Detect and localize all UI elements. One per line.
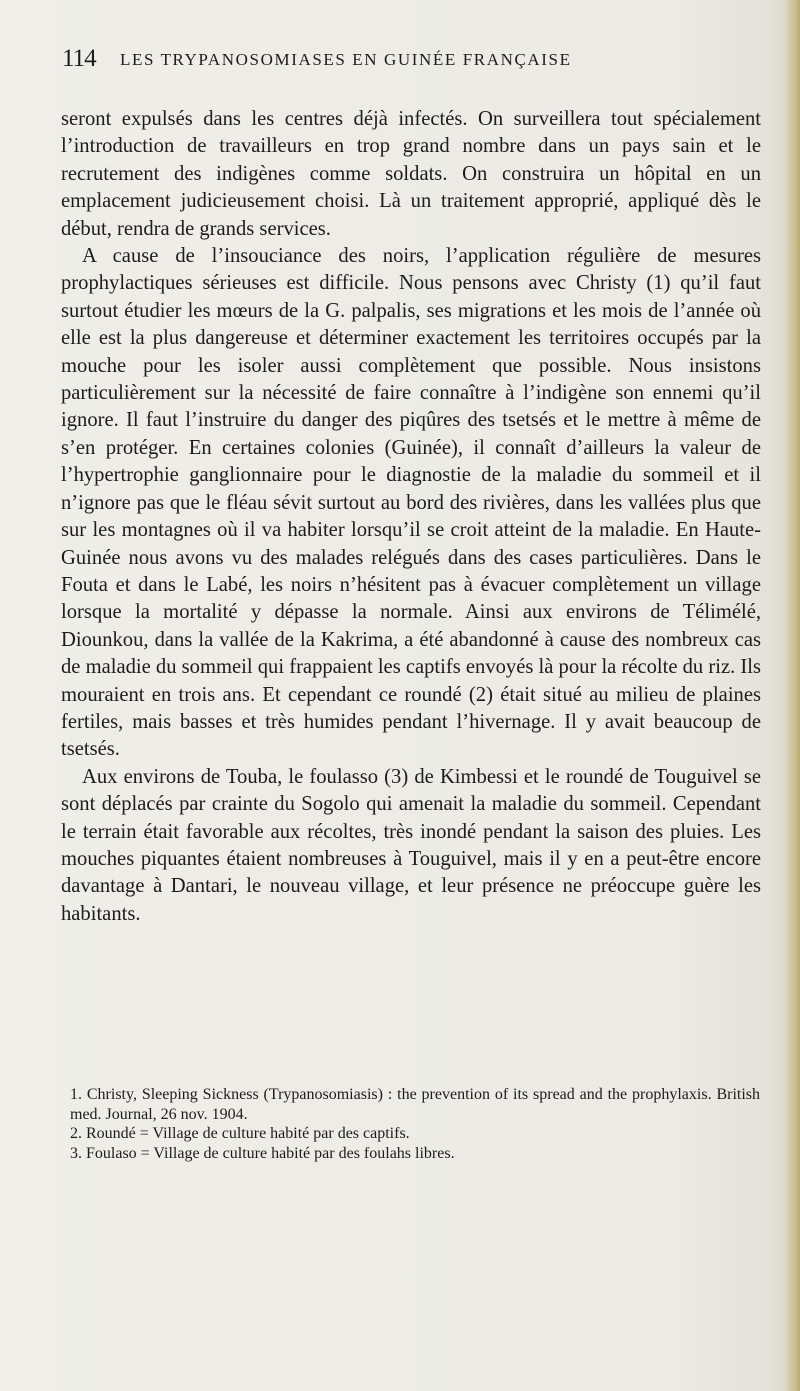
paragraph: Aux environs de Touba, le foulasso (3) de Kimbessi et le roundé de Touguivel se sont déplacés par crainte du Sogolo qui amenait la maladie du sommeil. Cependant le terrain était favorable aux récoltes, très inondé pendant la saison des pluies. Les mouches piquantes étaient nombreuses à Touguivel, mais il y en a peut-être encore davantage à Dantari, le nouveau village, et leur présence ne préoccupe guère les habitants. — [61, 765, 761, 925]
paragraph: A cause de l’insouciance des noirs, l’application régulière de mesures prophylactiques sérieuses est difficile. Nous pensons avec Christy (1) qu’il faut surtout étudier les mœurs de la G. palpalis, ses migrations et les mois de l’année où elle est la plus dangereuse et déterminer exactement les territoires occupés par la mouche pour les isoler aussi complètement que possible. Nous insistons particulièrement sur la nécessité de faire connaître à l’indigène son ennemi qu’il ignore. Il faut l’instruire du danger des piqûres des tsetsés et le mettre à même de s’en protéger. En certaines colonies (Guinée), il connaît d’ailleurs la valeur de l’hypertrophie ganglionnaire pour le diagnostie de la maladie du sommeil et il n’ignore pas que le fléau sévit surtout au bord des rivières, dans les vallées plus que sur les montagnes où il va habiter lorsqu’il se croit atteint de la maladie. En Haute-Guinée nous avons vu des malades relégués dans des cases particulières. Dans le Fouta et dans le Labé, les noirs n’hésitent pas à évacuer complètement un village lorsque la mortalité y dépasse la normale. Ainsi aux environs de Télimélé, Diounkou, dans la vallée de la Kakrima, a été abandonné à cause des nombreux cas de maladie du sommeil qui frappaient les captifs envoyés là pour la récolte du riz. Ils mouraient en trois ans. Et cependant ce roundé (2) était situé au milieu de plaines fertiles, mais basses et très humides pendant l’hivernage. Il y avait beaucoup de tsetsés. — [61, 245, 761, 761]
footnote: 2. Roundé = Village de culture habité par des captifs. — [70, 1125, 410, 1142]
page-header — [62, 45, 782, 85]
page-edge — [784, 0, 800, 1391]
page-number: 114 — [62, 45, 96, 72]
paragraph: seront expulsés dans les centres déjà infectés. On surveillera tout spécialement l’introduction de travailleurs en trop grand nombre dans un pays sain et le recrutement des indigènes comme soldats. On construira un hôpital en un emplacement judicieusement choisi. Là un traitement approprié, appliqué dès le début, rendra de grands services. — [61, 108, 761, 240]
footnote: 1. Christy, Sleeping Sickness (Trypanosomiasis) : the prevention of its spread and the prophylaxis. British med. Journal, 26 nov. 1904. — [70, 1086, 760, 1123]
body-text — [61, 106, 761, 928]
running-head: LES TRYPANOSOMIASES EN GUINÉE FRANÇAISE — [120, 50, 572, 69]
footnotes — [70, 1085, 760, 1163]
footnote: 3. Foulaso = Village de culture habité par des foulahs libres. — [70, 1144, 455, 1162]
